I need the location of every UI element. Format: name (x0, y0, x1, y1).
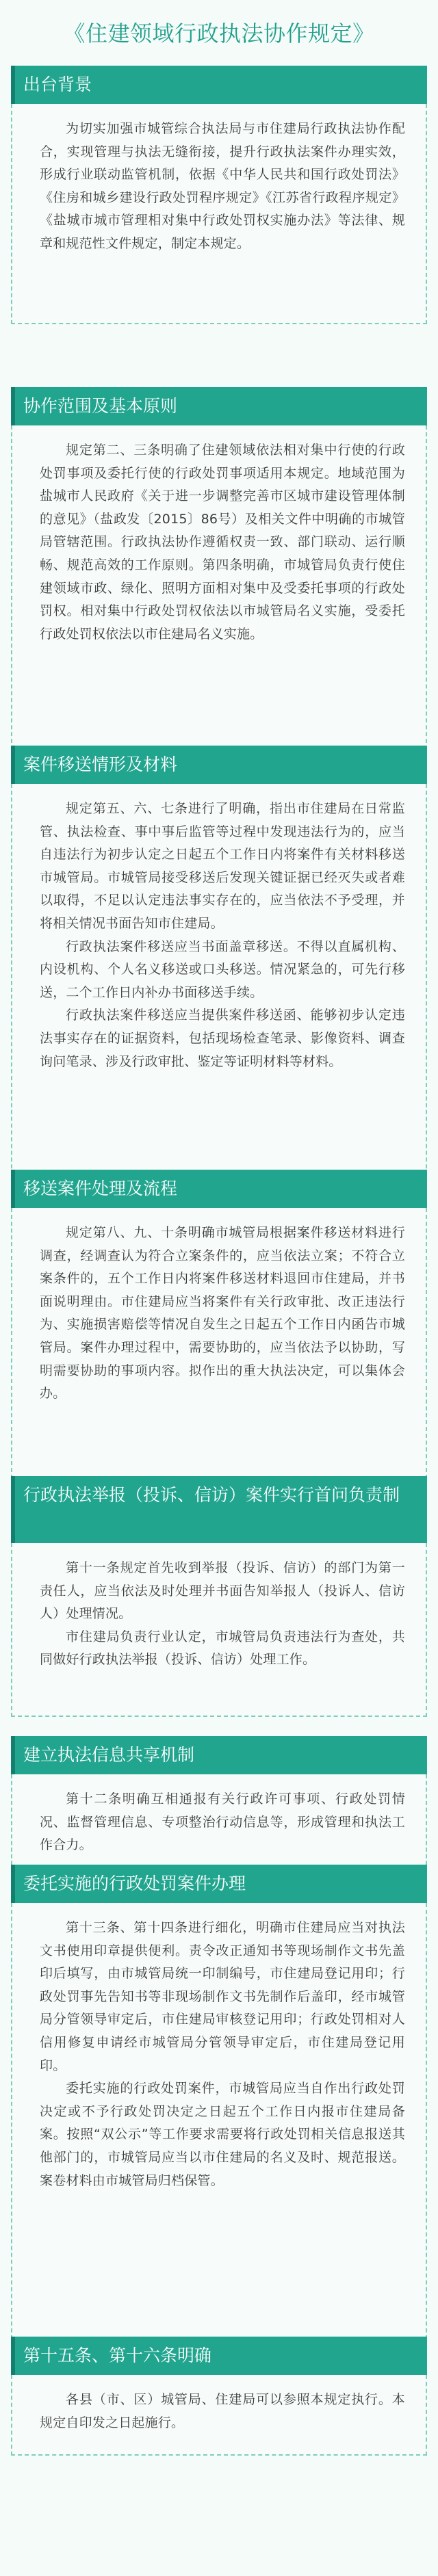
heading-accent-bar (11, 2337, 15, 2375)
section-heading (11, 1865, 427, 1903)
paragraph: 各县（市、区）城管局、住建局可以参照本规定执行。本规定自印发之日起施行。 (40, 2392, 405, 2430)
section-case-handling (11, 1170, 427, 1493)
section-heading (11, 387, 427, 425)
section-body (11, 104, 427, 324)
paragraph: 行政执法案件移送应当书面盖章移送。不得以直属机构、内设机构、个人名义移送或口头移送。情况紧急的，可先行移送，二个工作日内补办书面移送手续。 (40, 938, 405, 1000)
heading-accent-bar (11, 746, 15, 784)
paragraph: 市住建局负责行业认定，市城管局负责违法行为查处，共同做好行政执法举报（投诉、信访）处理工作。 (40, 1629, 405, 1668)
section-heading-text: 出台背景 (23, 75, 92, 94)
section-heading (11, 1736, 427, 1774)
section-heading-text: 建立执法信息共享机制 (23, 1745, 195, 1765)
section-heading-text: 委托实施的行政处罚案件办理 (23, 1874, 246, 1893)
section-body (11, 784, 427, 1189)
heading-accent-bar (11, 1170, 15, 1208)
paragraph: 行政执法案件移送应当提供案件移送函、能够初步认定违法事实存在的证据资料，包括现场检查笔录、影像资料、调查询问笔录、涉及行政审批、鉴定等证明材料等材料。 (40, 1008, 405, 1069)
section-info-sharing (11, 1736, 427, 1878)
section-heading (11, 66, 427, 104)
section-entrusted-cases (11, 1865, 427, 2353)
paragraph: 委托实施的行政处罚案件，市城管局应当自作出行政处罚决定或不予行政处罚决定之日起五个工作日内报市住建局备案。按照“双公示”等工作要求需要将行政处罚相关信息报送其他部门的，市城管局应当以市住建局的名义及时、规范报送。案卷材料由市城管局归档保管。 (40, 2081, 405, 2188)
section-body (11, 2375, 427, 2456)
section-body (11, 1543, 427, 1717)
section-heading-text: 第十五条、第十六条明确 (23, 2345, 212, 2365)
section-body (11, 1208, 427, 1493)
heading-accent-bar (11, 66, 15, 104)
section-body (11, 425, 427, 763)
paragraph: 第十三条、第十四条进行细化，明确市住建局应当对执法文书使用印章提供便利。责令改正通知书等现场制作文书先盖印后填写，由市城管局统一印制编号，市住建局登记用印；行政处罚事先告知书等非现场制作文书先制作后盖印，经市城管局分管领导审定后，市住建局审核登记用印；行政处罚相对人信用修复申请经市城管局分管领导审定后，市住建局登记用印。 (40, 1920, 405, 2073)
paragraph: 规定第八、九、十条明确市城管局根据案件移送材料进行调查，经调查认为符合立案条件的，应当依法立案；不符合立案条件的，五个工作日内将案件移送材料退回市住建局，并书面说明理由。市住建局应当将案件有关行政审批、改正违法行为、实施损害赔偿等情况自发生之日起五个工作日内函告市城管局。案件办理过程中，需要协助的，应当依法予以协助，写明需要协助的事项内容。拟作出的重大执法决定，可以集体会办。 (40, 1225, 405, 1402)
heading-accent-bar (11, 387, 15, 425)
paragraph: 规定第二、三条明确了住建领域依法相对集中行使的行政处罚事项及委托行使的行政处罚事项适用本规定。地域范围为盐城市人民政府《关于进一步调整完善市区城市建设管理体制的意见》（盐政发〔2015〕86号）及相关文件中明确的市城管局管辖范围。行政执法协作遵循权责一致、部门联动、运行顺畅、规范高效的工作原则。第四条明确，市城管局负责行使住建领域市政、绿化、照明方面相对集中及受委托事项的行政处罚权。相对集中行政处罚权依法以市城管局名义实施，受委托行政处罚权依法以市住建局名义实施。 (40, 443, 405, 642)
section-first-responsibility (11, 1476, 427, 1717)
section-heading-text: 案件移送情形及材料 (23, 754, 178, 774)
heading-accent-bar (11, 1865, 15, 1903)
paragraph: 规定第五、六、七条进行了明确，指出市住建局在日常监管、执法检查、事中事后监管等过程中发现违法行为的，应当自违法行为初步认定之日起五个工作日内将案件有关材料移送市城管局。市城管局接受移送后发现关键证据已经灭失或者难以取得，不足以认定违法事实存在的，应当依法不予受理，并将相关情况书面告知市住建局。 (40, 801, 405, 931)
paragraph: 第十一条规定首先收到举报（投诉、信访）的部门为第一责任人，应当依法及时处理并书面告知举报人（投诉人、信访人）处理情况。 (40, 1560, 405, 1622)
heading-accent-bar (11, 1736, 15, 1774)
paragraph: 为切实加强市城管综合执法局与市住建局行政执法协作配合，实现管理与执法无缝衔接，提升行政执法案件办理实效，形成行业联动监管机制，依据《中华人民共和国行政处罚法》《住房和城乡建设行政处罚程序规定》《江苏省行政程序规定》《盐城市城市管理相对集中行政处罚权实施办法》等法律、规章和规范性文件规定，制定本规定。 (40, 121, 405, 251)
section-heading (11, 1476, 427, 1543)
section-scope-principles (11, 387, 427, 763)
section-body (11, 1774, 427, 1878)
section-heading-text: 协作范围及基本原则 (23, 396, 178, 416)
section-heading-text: 行政执法举报（投诉、信访）案件实行首问负责制 (23, 1485, 400, 1505)
section-heading (11, 746, 427, 784)
section-transfer-materials (11, 746, 427, 1189)
heading-accent-bar (11, 1476, 15, 1543)
paragraph: 第十二条明确互相通报有关行政许可事项、行政处罚情况、监督管理信息、专项整治行动信息等，形成管理和执法工作合力。 (40, 1791, 405, 1853)
page-title: 《住建领域行政执法协作规定》 (63, 21, 375, 47)
section-heading (11, 1170, 427, 1208)
section-body (11, 1903, 427, 2353)
section-heading-text: 移送案件处理及流程 (23, 1179, 178, 1198)
section-heading (11, 2337, 427, 2375)
section-background (11, 66, 427, 324)
section-articles-15-16 (11, 2337, 427, 2456)
